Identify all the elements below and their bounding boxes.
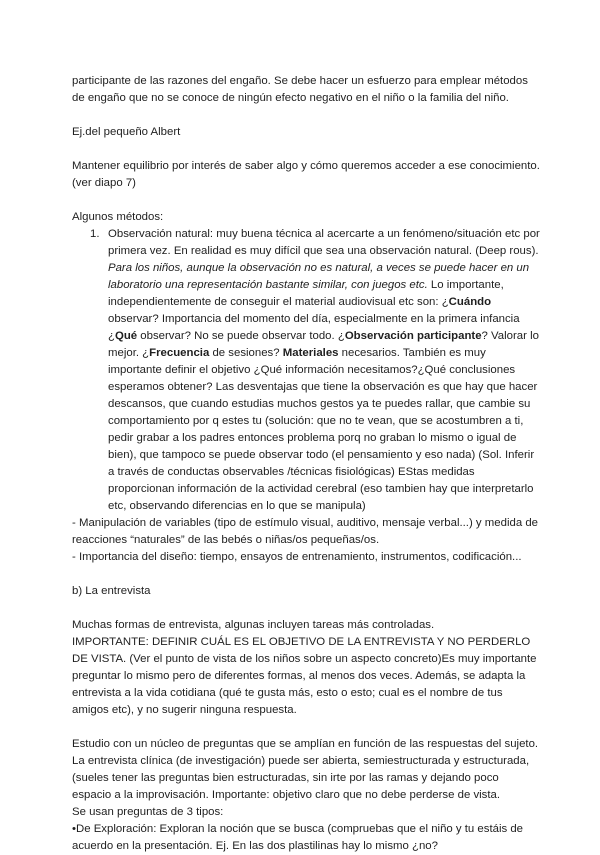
exploration-bullet: •De Exploración: Exploran la noción que se busca (compruebas que el niño y tu estáis de acuerdo en la presentación. Ej. En las dos plastilinas hay lo mismo ¿no? (72, 823, 524, 852)
observation-text-6: ? Valorar lo mejor. ¿ (108, 330, 539, 359)
observation-text-1: Observación natural: muy buena técnica al acercarte a un fenómeno/situación etc por primera vez. En realidad es muy difícil que sea una observación natural. (Deep rous). (108, 228, 540, 257)
interview-important: IMPORTANTE: DEFINIR CUÁL ES EL OBJETIVO DE LA ENTREVISTA Y NO PERDERLO DE VISTA. (Ver el punto de vista de los niños sobre un aspecto concreto)Es muy importante preguntar lo mismo pero de diferentes formas, al menos dos veces. Además, se adapta la entrevista a la vida cotidiana (qué te gusta más, esto o esto; cual es el nombre de tus amigos etc), y no sugerir ninguna respuesta. (72, 636, 537, 716)
interview-study: Estudio con un núcleo de preguntas que se amplían en función de las respuestas del sujeto. La entrevista clínica (de investigación) puede ser abierta, semiestructurada y estructurada, (sueles tener las preguntas bien estructuradas, sin irte por las ramas y dejando poco espacio a la improvisación. Importante: objetivo claro que no debe perderse de vista. (72, 738, 539, 801)
observation-text-5: observar? No se puede observar todo. ¿ (137, 330, 345, 342)
interview-intro: Muchas formas de entrevista, algunas incluyen tareas más controladas. (72, 619, 435, 631)
bold-que: Qué (114, 330, 138, 342)
question-types: Se usan preguntas de 3 tipos: (72, 806, 224, 818)
methods-heading: Algunos métodos: (72, 211, 164, 223)
observation-text-7: de sesiones? (209, 347, 283, 359)
bold-observacion-participante: Observación participante (344, 330, 482, 342)
methods-list (72, 226, 540, 515)
observation-text-8: necesarios. También es muy importante definir el objetivo ¿Qué información necesitamos?¿Qué conclusiones esperamos obtener? Las desventajas que tiene la observación es que hay que hacer descansos, que cuando estudias muchos gestos ya te puedes rallar, que cambie su comportamiento por q estes tu (solución: que no te vean, que se acostumbren a ti, pedir grabar a los padres entonces problema porq no graban lo mismo o igual de bien), que tampoco se puede observar todo (el pensamiento y eso nada) (Sol. Inferir a través de conductas observables /técnicas fisiológicas) EStas medidas proporcionan información de la actividad cerebral (eso tambien hay que interpretarlo etc, observando diferencias en lo que se manipula) (108, 347, 538, 512)
intro-paragraph: participante de las razones del engaño. Se debe hacer un esfuerzo para emplear métodos de engaño que no se conoce de ningún efecto negativo en el niño o la familia del niño. (72, 75, 528, 104)
observation-text-3: Lo importante, independientemente de conseguir el material audiovisual etc son: ¿ (108, 279, 504, 308)
interview-heading: b) La entrevista (72, 585, 151, 597)
manipulation-paragraph: - Manipulación de variables (tipo de estímulo visual, auditivo, mensaje verbal...) y medida de reacciones “naturales” de las bebés o niñas/os pequeñas/os. (72, 517, 538, 546)
bold-frecuencia: Frecuencia (149, 347, 210, 359)
observation-text-4: observar? Importancia del momento del día, especialmente en la primera infancia ¿ (108, 313, 520, 342)
bold-materiales: Materiales (282, 347, 339, 359)
list-item (72, 226, 540, 515)
list-number: 1. (90, 228, 100, 240)
design-paragraph: - Importancia del diseño: tiempo, ensayos de entrenamiento, instrumentos, codificación... (72, 551, 522, 563)
example-line: Ej.del pequeño Albert (72, 126, 181, 138)
balance-paragraph: Mantener equilibrio por interés de saber algo y cómo queremos acceder a ese conocimiento. (ver diapo 7) (72, 160, 540, 189)
bold-cuando: Cuándo (448, 296, 492, 308)
observation-italic: Para los niños, aunque la observación no es natural, a veces se puede hacer en un laboratorio una representación bastante similar, con juegos etc. (108, 262, 530, 291)
